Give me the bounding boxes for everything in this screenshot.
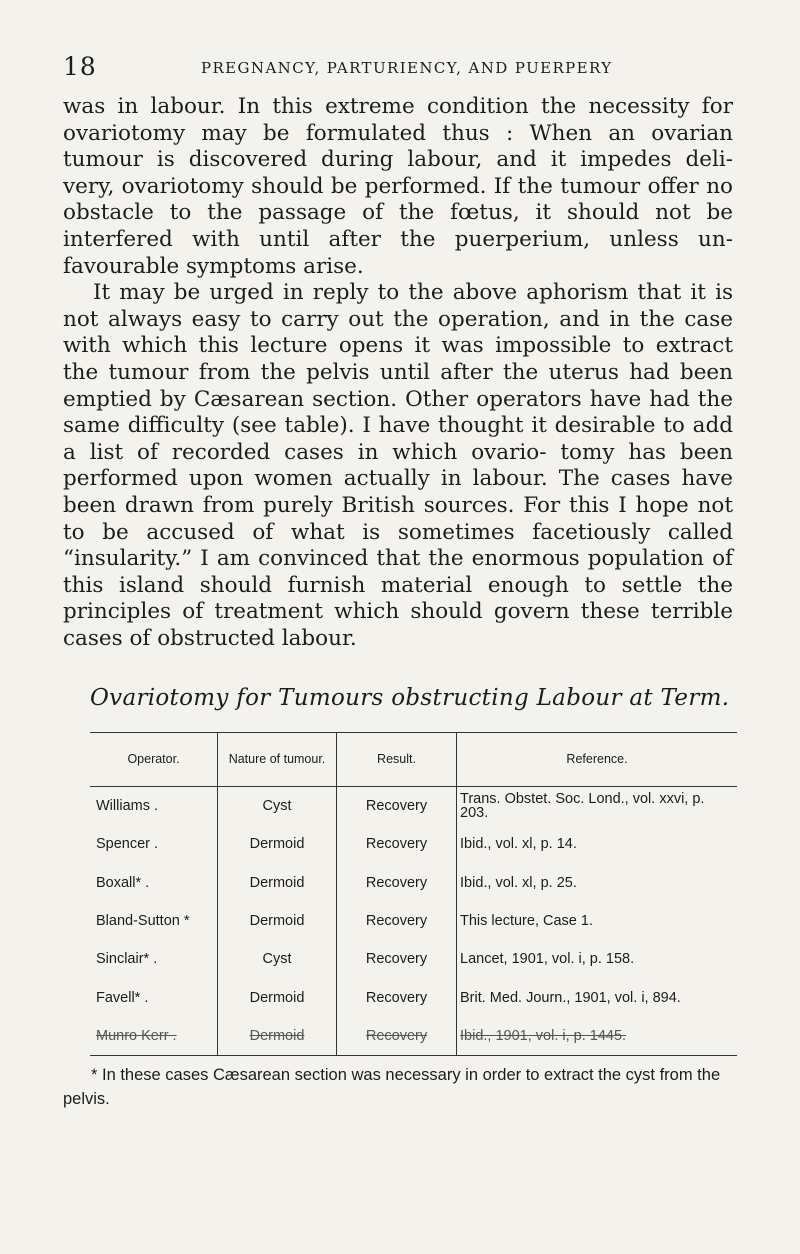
paragraph: It may be urged in reply to the above aphorism that it is not always easy to carry out the operation, and in the case with which this lecture opens it was impossible to extract the tumour from the pelvis until after the uterus had been emptied by Cæsarean section. Other operators have had the same difficulty (see table). I have thought it desirable to add a list of recorded cases in which ovario- tomy has been performed upon women actually in labour. The cases have been drawn from purely British sources. For this I hope not to be accused of what is sometimes facetiously called “insularity.” I am convinced that the enormous population of this island should furnish material enough to settle the principles of treatment which should govern these terrible cases of obstructed labour. (63, 280, 733, 651)
running-head (63, 52, 743, 82)
cell-nature: Cyst (218, 940, 337, 978)
cell-result: Recovery (337, 825, 457, 863)
cell-reference: Lancet, 1901, vol. i, p. 158. (457, 940, 738, 978)
cell-reference: Brit. Med. Journ., 1901, vol. i, 894. (457, 978, 738, 1016)
cell-operator: Boxall* . (96, 874, 150, 891)
table-row (90, 1017, 737, 1056)
cell-reference: Trans. Obstet. Soc. Lond., vol. xxvi, p. 203. (457, 787, 738, 826)
cell-operator: Williams . (96, 798, 159, 815)
cell-nature: Dermoid (218, 1017, 337, 1056)
cell-reference: This lecture, Case 1. (457, 902, 738, 940)
table-row (90, 902, 737, 940)
cell-result: Recovery (337, 1017, 457, 1056)
cell-nature: Dermoid (218, 902, 337, 940)
body-text (63, 94, 733, 652)
cell-operator: Favell* . (96, 989, 149, 1006)
footnote: * In these cases Cæsarean section was necessary in order to extract the cyst from the pelvis. (63, 1066, 721, 1108)
cell-nature: Dermoid (218, 864, 337, 902)
cell-reference: Ibid., 1901, vol. i, p. 1445. (457, 1017, 738, 1056)
header-result: Result. (337, 733, 457, 787)
cell-reference: Ibid., vol. xl, p. 14. (457, 825, 738, 863)
cell-result: Recovery (337, 978, 457, 1016)
table-row (90, 825, 737, 863)
cell-operator: Spencer . (96, 836, 159, 853)
page-number: 18 (63, 52, 97, 81)
cell-nature: Dermoid (218, 978, 337, 1016)
cell-result: Recovery (337, 902, 457, 940)
cell-operator: Sinclair* . (96, 951, 158, 968)
table-header-row (90, 733, 737, 787)
cell-result: Recovery (337, 864, 457, 902)
cell-nature: Dermoid (218, 825, 337, 863)
table-row (90, 864, 737, 902)
header-operator: Operator. (90, 733, 218, 787)
table-row (90, 787, 737, 826)
table-row (90, 940, 737, 978)
ovariotomy-table (90, 732, 737, 1056)
cell-operator: Munro Kerr . (90, 1017, 218, 1056)
header-reference: Reference. (457, 733, 738, 787)
paragraph: was in labour. In this extreme condition the necessity for ovariotomy may be formulated thus : When an ovarian tumour is discovered during labour, and it impedes deli- very, ovariotomy should be performed. If the tumour offer no obstacle to the passage of the fœtus, it should not be interfered with until after the puerperium, unless un- favourable symptoms arise. (63, 94, 733, 279)
cell-result: Recovery (337, 940, 457, 978)
table-row (90, 978, 737, 1016)
running-title: PREGNANCY, PARTURIENCY, AND PUERPERY (201, 59, 613, 77)
header-nature: Nature of tumour. (218, 733, 337, 787)
table-caption: Ovariotomy for Tumours obstructing Labour at Term. (90, 685, 730, 711)
cell-operator: Bland-Sutton * (96, 913, 190, 930)
cell-reference: Ibid., vol. xl, p. 25. (457, 864, 738, 902)
cell-result: Recovery (337, 787, 457, 826)
cell-nature: Cyst (218, 787, 337, 826)
